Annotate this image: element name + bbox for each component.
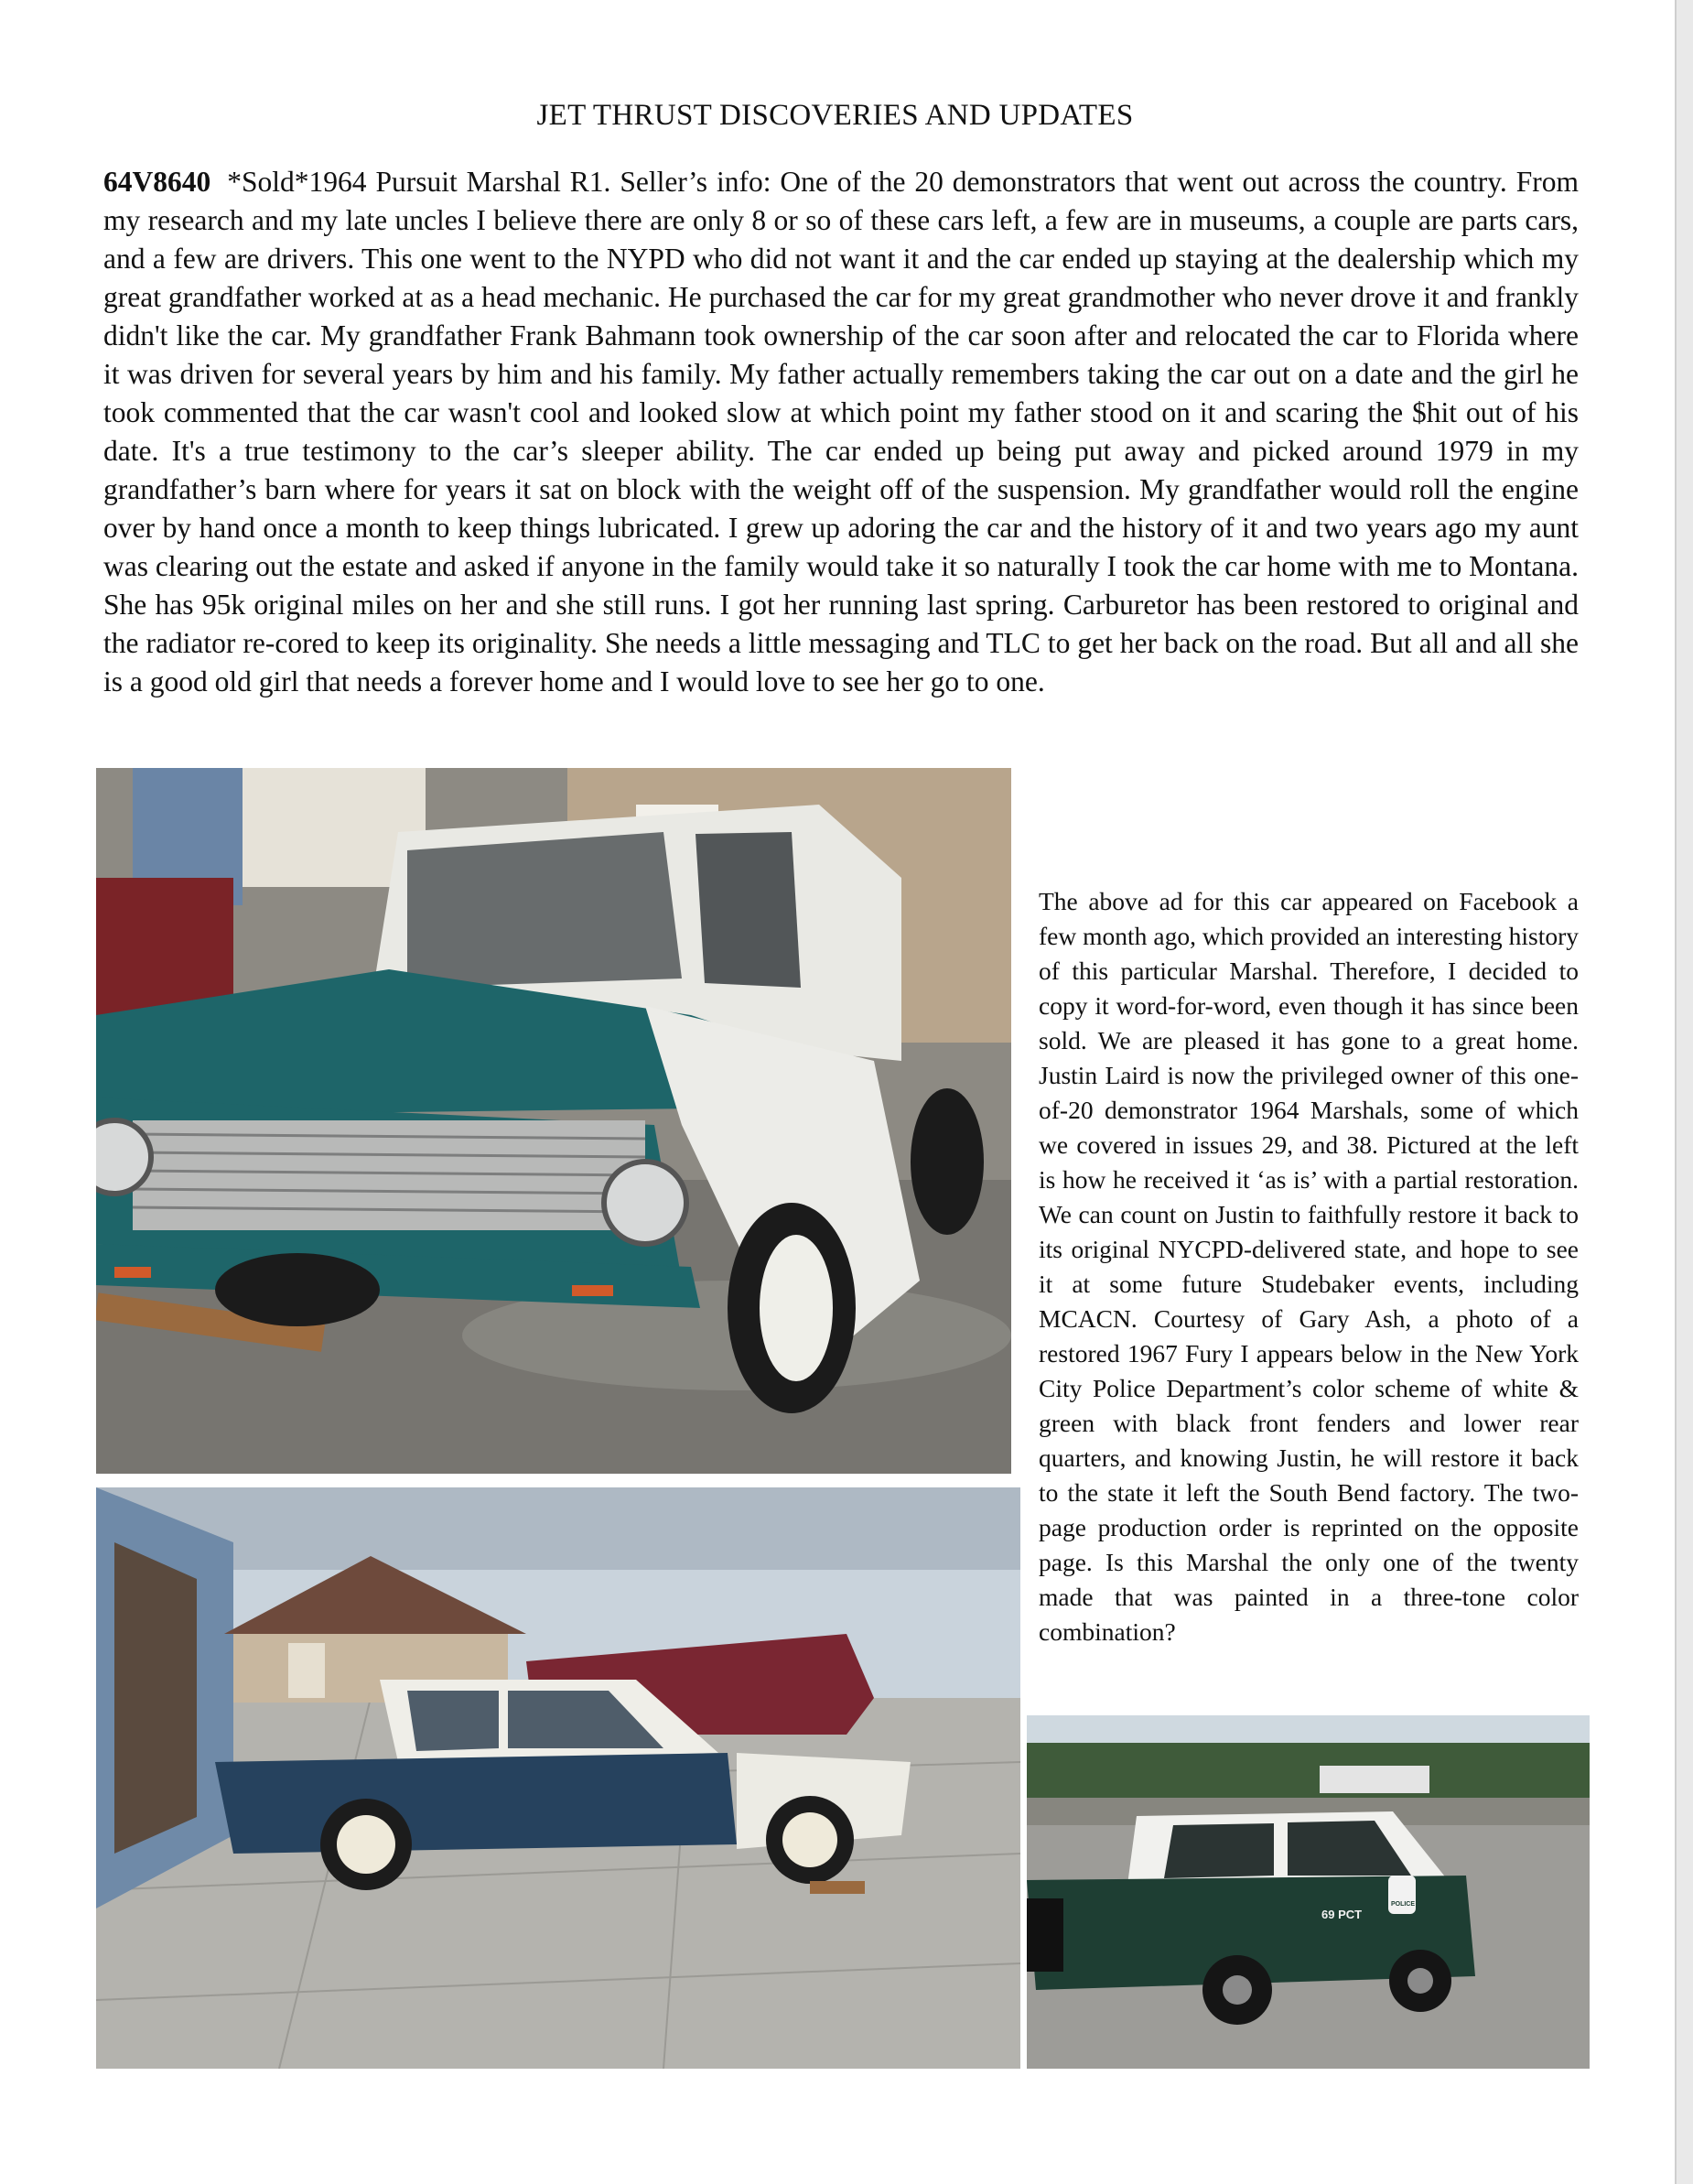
- car-number-label: 69 PCT: [1321, 1908, 1363, 1921]
- photo-fury-police: [1027, 1715, 1590, 2069]
- page-title: JET THRUST DISCOVERIES AND UPDATES: [536, 99, 1134, 132]
- ad-body-text: *Sold*1964 Pursuit Marshal R1. Seller’s info: One of the 20 demonstrators that went out across the country. From my research and my late uncles I believe there are only 8 or so of these cars left, a few are in museums, a couple are parts cars, and a few are drivers. This one went to the NYPD who did not want it and the car ended up staying at the dealership which my great grandfather worked at as a head mechanic. He purchased the car for my great grandmother who never drove it and frankly didn't like the car. My grandfather Frank Bahmann took ownership of the car soon after and relocated the car to Florida where it was driven for several years by him and his family. My father actually remembers taking the car out on a date and the girl he took commented that the car wasn't cool and looked slow at which point my father stood on it and scaring the $hit out of his date. It's a true testimony to the car’s sleeper ability. The car ended up being put away and picked around 1979 in my grandfather’s barn where for years it sat on block with the weight off of the suspension. My grandfather would roll the engine over by hand once a month to keep things lubricated. I grew up adoring the car and the history of it and two years ago my aunt was clearing out the estate and asked if anyone in the family would take it so naturally I took the car home with me to Montana. She has 95k original miles on her and she still runs. I got her running last spring. Carburetor has been restored to original and the radiator re-cored to keep its originality. She needs a little messaging and TLC to get her back on the road. But all and all she is a good old girl that needs a forever home and I would love to see her go to one.: [103, 166, 1579, 697]
- stock-number: 64V8640: [103, 166, 211, 198]
- page-edge-shadow: [1675, 0, 1693, 2184]
- police-badge-label: POLICE: [1390, 1901, 1416, 1908]
- photo-marshal-front: [96, 768, 1011, 1474]
- photo-marshal-side: [96, 1487, 1020, 2069]
- commentary-paragraph: The above ad for this car appeared on Facebook a few month ago, which provided an interesting history of this particular Marshal. Therefore, I decided to copy it word-for-word, even though it has since been sold. We are pleased it has gone to a great home. Justin Laird is now the privileged owner of this one-of-20 demonstrator 1964 Marshals, some of which we covered in issues 29, and 38. Pictured at the left is how he received it ‘as is’ with a partial restoration. We can count on Justin to faithfully restore it back to its original NYCPD-delivered state, and hope to see it at some future Studebaker events, including MCACN. Courtesy of Gary Ash, a photo of a restored 1967 Fury I appears below in the New York City Police Department’s color scheme of white & green with black front fenders and lower rear quarters, and knowing Justin, he will restore it back to the state it left the South Bend factory. The two-page production order is reprinted on the opposite page. Is this Marshal the only one of the twenty made that was painted in a three-tone color combination?: [1039, 887, 1579, 1646]
- ad-paragraph: [103, 163, 1579, 701]
